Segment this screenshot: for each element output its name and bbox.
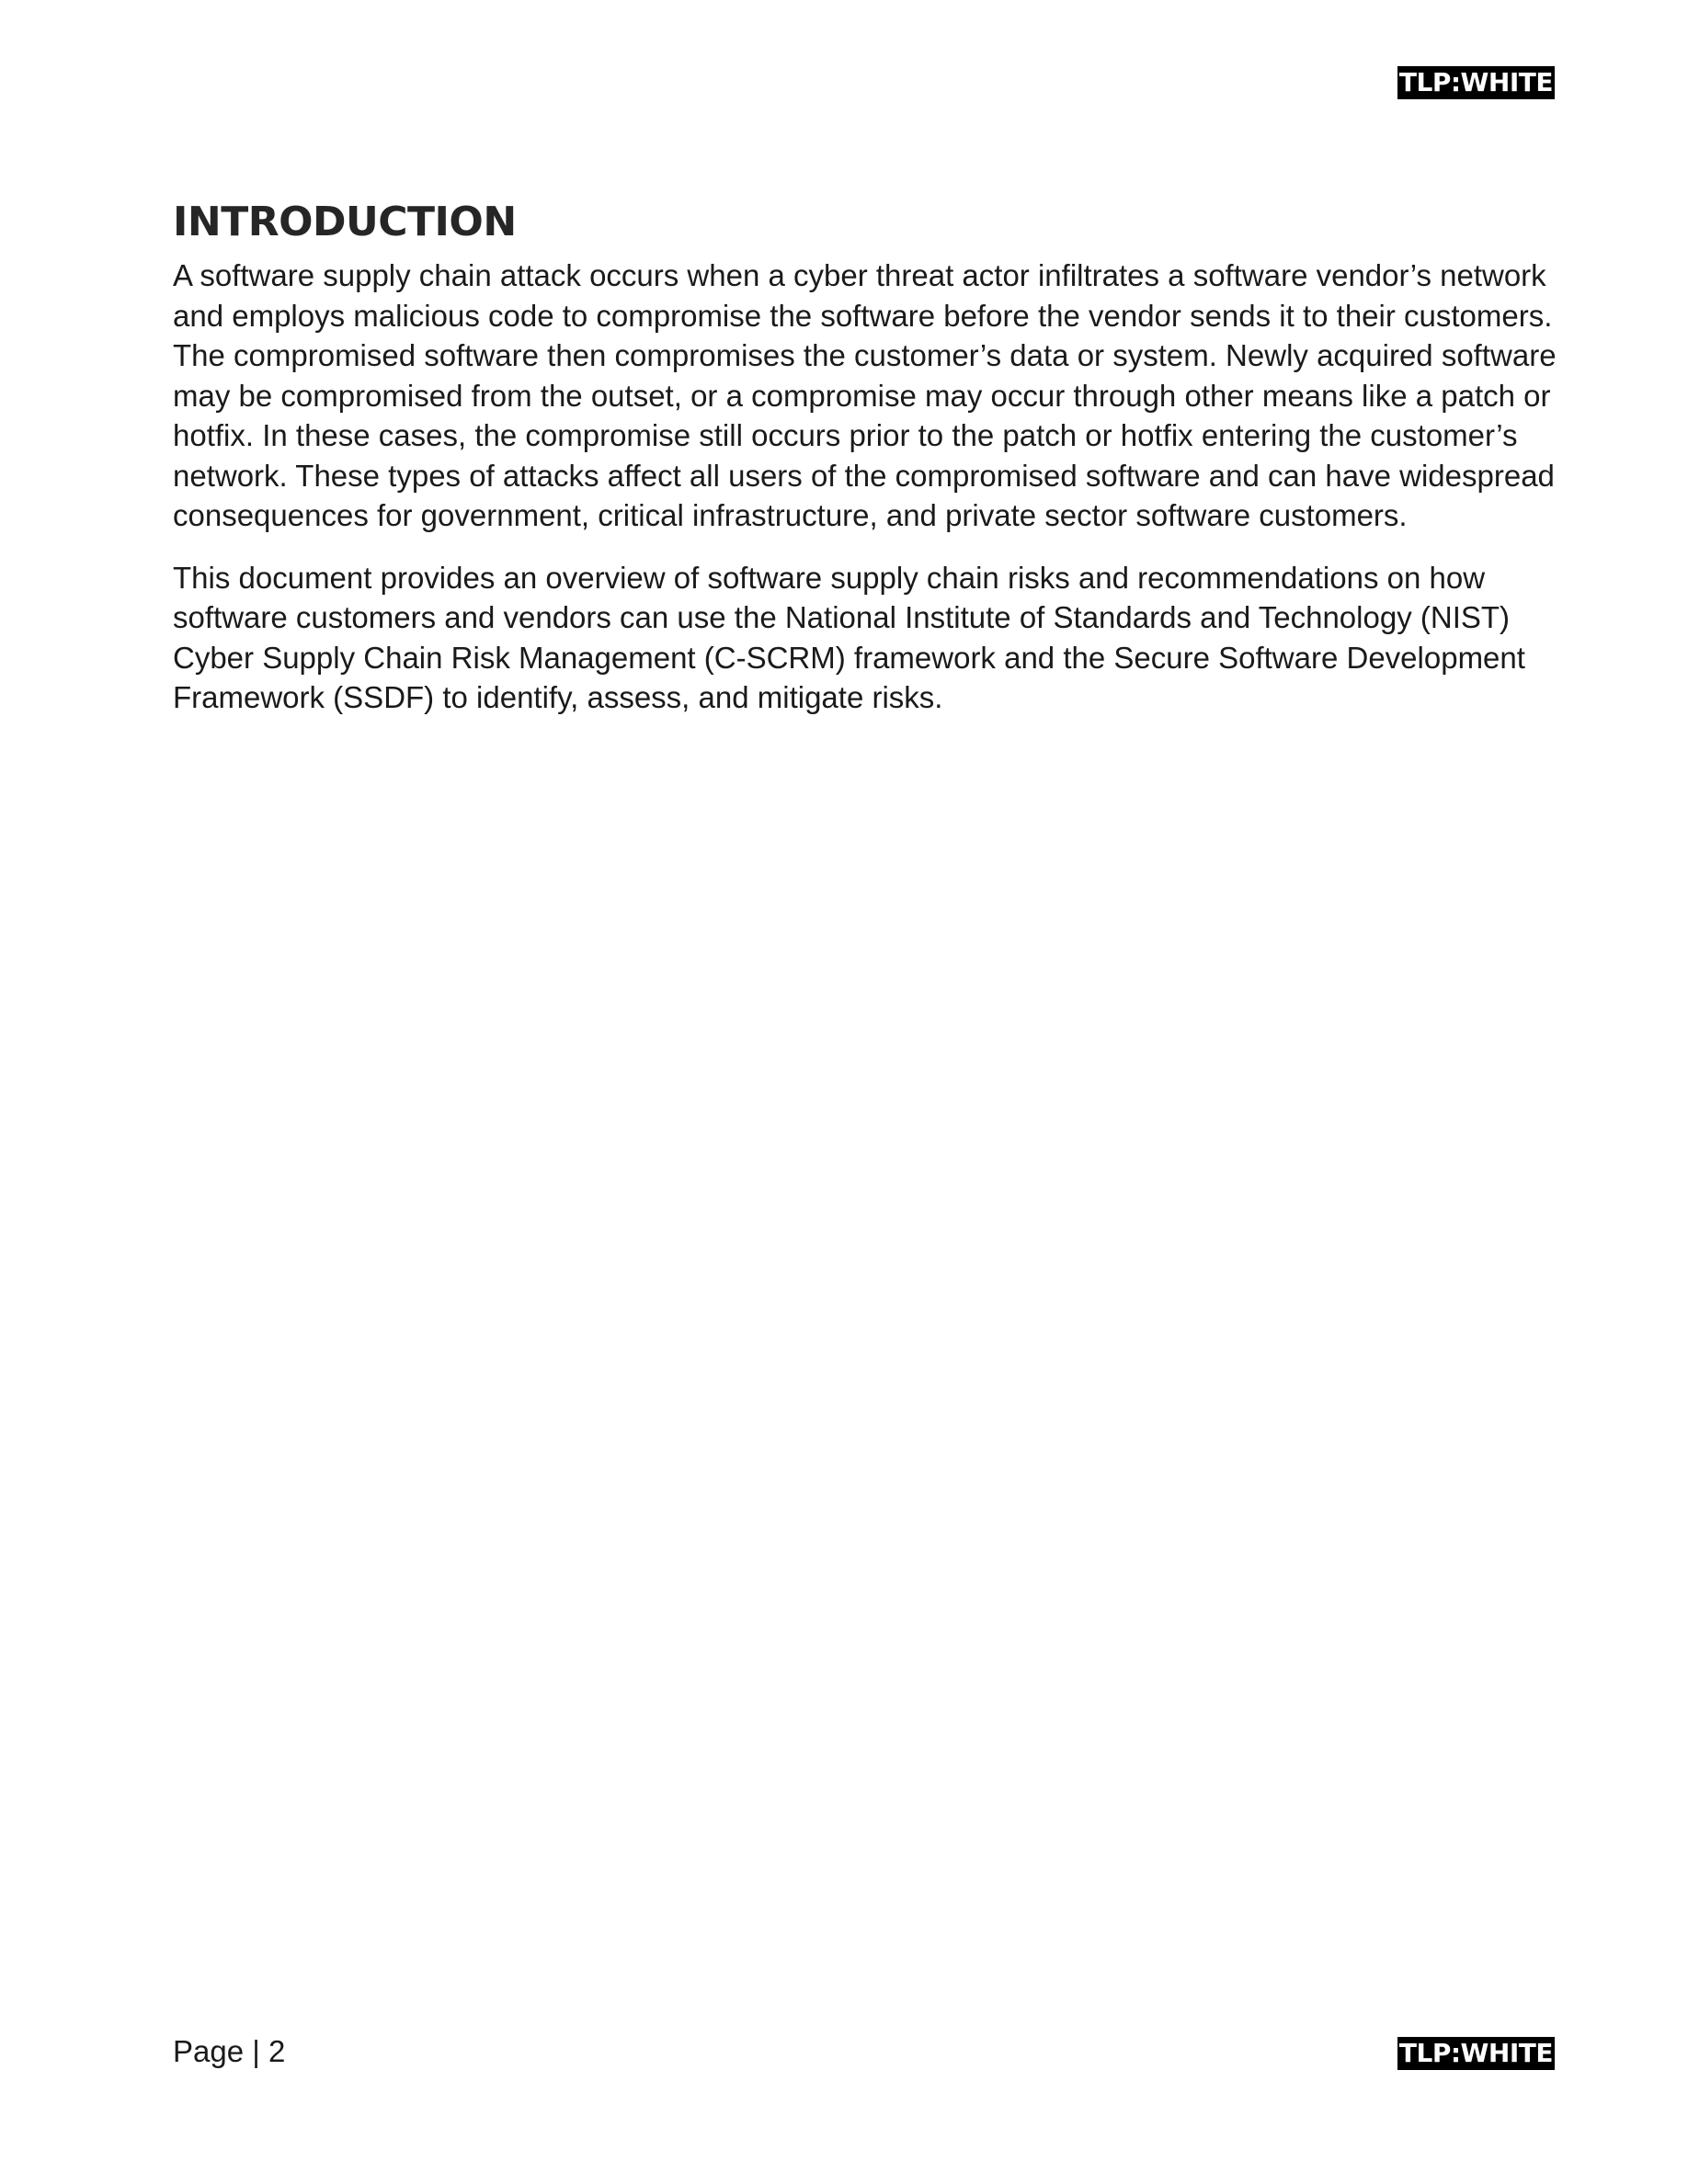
paragraph-line: The compromised software then compromises the customer’s data or system. Newly acquired software xyxy=(173,338,1557,372)
intro-paragraph-1 xyxy=(173,256,1570,536)
paragraph-line: network. These types of attacks affect all users of the compromised software and can have widespread xyxy=(173,458,1555,493)
tlp-marking-header: TLP:WHITE xyxy=(1398,67,1553,97)
paragraph-line: A software supply chain attack occurs when a cyber threat actor infiltrates a software vendor’s network xyxy=(173,258,1546,292)
paragraph-line: consequences for government, critical infrastructure, and private sector software customers. xyxy=(173,498,1408,532)
tlp-marking-footer: TLP:WHITE xyxy=(1398,2038,1553,2068)
paragraph-line: Cyber Supply Chain Risk Management (C-SCRM) framework and the Secure Software Development xyxy=(173,640,1525,675)
intro-paragraph-2 xyxy=(173,558,1570,718)
paragraph-line: software customers and vendors can use the National Institute of Standards and Technology (NIST) xyxy=(173,600,1511,634)
section-heading: INTRODUCTION xyxy=(173,199,517,245)
paragraph-line: hotfix. In these cases, the compromise still occurs prior to the patch or hotfix entering the customer’s xyxy=(173,418,1518,452)
document-body xyxy=(173,195,1570,740)
paragraph-line: This document provides an overview of software supply chain risks and recommendations on how xyxy=(173,560,1486,595)
paragraph-line: may be compromised from the outset, or a compromise may occur through other means like a patch or xyxy=(173,378,1551,413)
page-number: Page | 2 xyxy=(173,2034,286,2068)
paragraph-line: Framework (SSDF) to identify, assess, and mitigate risks. xyxy=(173,680,943,714)
paragraph-line: and employs malicious code to compromise the software before the vendor sends it to their customers. xyxy=(173,298,1553,333)
